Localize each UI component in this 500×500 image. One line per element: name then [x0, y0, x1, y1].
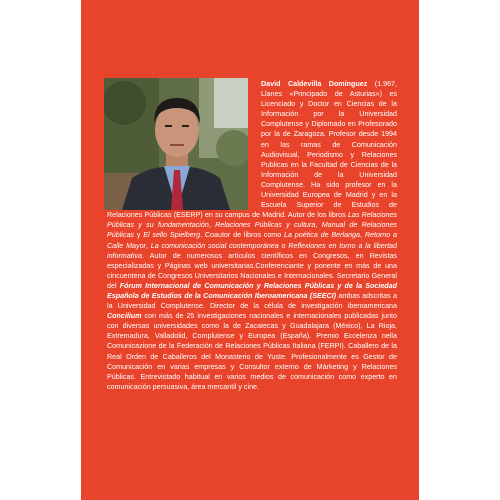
book-title: El sello Spielberg [143, 231, 201, 240]
book-title: Retorno a Calle Mayor [107, 231, 398, 250]
bio-text: y [134, 231, 144, 240]
bio-text: (1.967, Llanes «Principado de Asturias») es Licenciado y Doctor en Ciencias de la Información por la Universidad Complutense y Diplomado en Profesorado por la de Zaragoza. Profesor desde 1994 en las ramas de Comunicación Audiovisual, Periodismo y Relaciones Publicas en la Facultad de Ciencias de la Información de la Universidad Complutense. Ha sido profesor en la Universidad Europea de Madrid y en la Escuela Superior de Estudios de Relaciones Públicas (ESERP) en su campus de Madrid. Autor de los libros [107, 80, 397, 220]
photo-spacer [107, 79, 261, 208]
book-title: Reflexiones en torno a la libertad informativa [107, 241, 397, 260]
bio-text: , [145, 241, 151, 250]
author-name: David Caldevilla Domínguez [261, 80, 368, 88]
bio-text: , [315, 221, 322, 230]
forum-name: Fórum Internacional de Comunicación y Relaciones Públicas y de la Sociedad Española de Estudios de la Comunicación Iberoamericana (SEECI) [107, 281, 397, 300]
bio-text: , [360, 231, 365, 240]
book-title: La comunicación social contemporánea [150, 241, 279, 250]
book-title: Las Relaciones Públicas y su fundamentación [107, 211, 397, 230]
bio-text: ambas adscritas a la Universidad Complutense. Director de la célula de investigación iberoamericana [107, 291, 397, 311]
bio-text: o [278, 241, 289, 250]
bio-text: . Autor de numerosos artículos científicos en Congresos, en Revistas especializadas y Páginas web universitarias.Conferenciante y ponente en más de una cincuentena de Congresos Universitarios Nacionales e Internacionales. Secretario General del [107, 251, 397, 290]
book-title: Relaciones Públicas y cultura [215, 221, 316, 230]
bio-text: . Coautor de libros como [200, 231, 285, 240]
book-title: La poética de Berlanga [284, 231, 361, 240]
bio-text: con más de 25 investigaciones nacionales e internacionales publicadas junto con diversas universidades como la de Zacatecas y Guadalajara (México), La Rioja, Extremadura, Valladolid, Complutense y Europea (España). Premio Eccelenza nella Comunicazione de la Federación de Relaciones Públicas Italiana (FERPI). Caballero de la Real Orden de Caballeros del Monasterio de Yuste. Profesionalmente es Gestor de Comunicación en varias empresas y Consultor externo de Márketing y Relaciones Públicas. Entrevistado habitual en varios medios de comunicación como experto en comunicación persuasiva, área mercantil y cine. [107, 312, 397, 391]
concilium-name: Concilium [107, 312, 142, 321]
book-back-cover [81, 0, 419, 500]
bio-text: , [208, 221, 216, 230]
author-biography [107, 79, 397, 392]
book-title: Manual de Relaciones Públicas [107, 221, 397, 240]
